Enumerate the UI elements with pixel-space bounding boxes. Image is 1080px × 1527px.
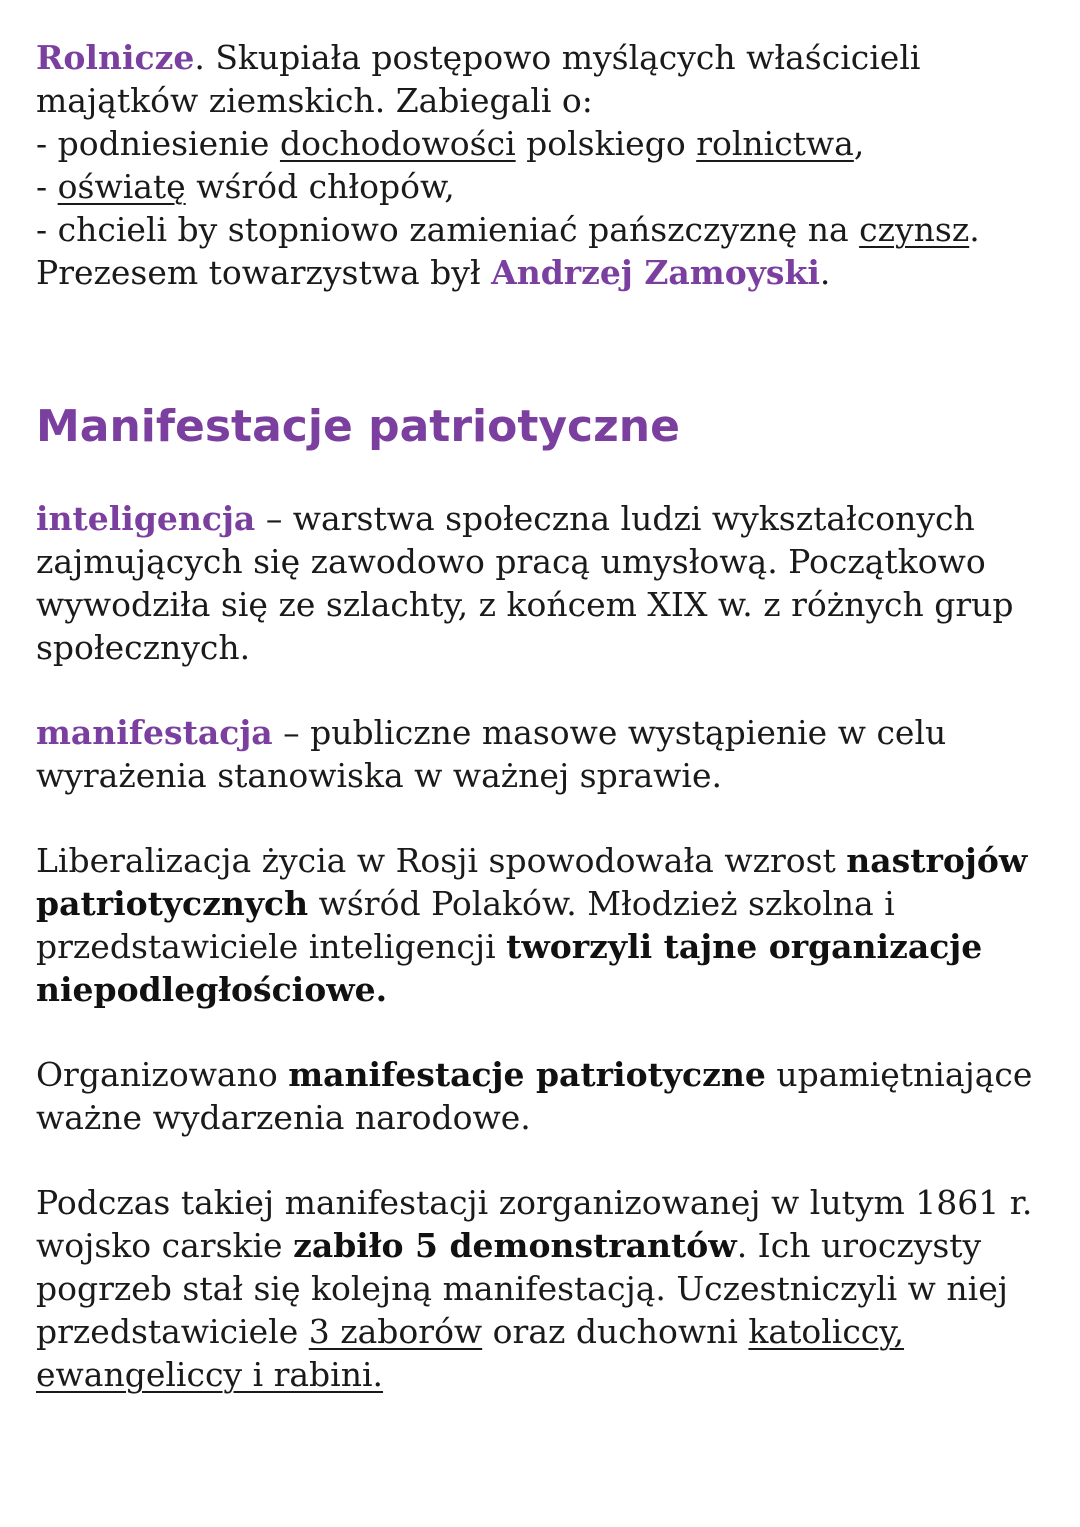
definition-inteligencja: inteligencja – warstwa społeczna ludzi wykształconych zajmujących się zawodowo pracą umysłową. Początkowo wywodziła się ze szlachty, z końcem XIX w. z różnych grup społecznych. (36, 499, 1014, 667)
term-rolnicze: Rolnicze (36, 38, 195, 77)
name-andrzej-zamoyski: Andrzej Zamoyski (491, 253, 820, 292)
term-inteligencja: inteligencja (36, 499, 256, 538)
underlined-rolnictwa: rolnictwa (696, 124, 854, 163)
section-heading: Manifestacje patriotyczne (36, 401, 680, 452)
definition-manifestacja: manifestacja – publiczne masowe wystąpienie w celu wyrażenia stanowiska w ważnej sprawie. (36, 713, 947, 795)
underlined-duchowni: katoliccy, ewangeliccy i rabini. (36, 1312, 905, 1394)
underlined-3-zaborow: 3 zaborów (308, 1312, 483, 1351)
underlined-dochodowosci: dochodowości (279, 124, 516, 163)
paragraph-podczas: Podczas takiej manifestacji zorganizowanej w lutym 1861 r. wojsko carskie zabiło 5 demonstrantów. Ich uroczysty pogrzeb stał się kolejną manifestacją. Uczestniczyli w niej przedstawiciele 3 zaborów oraz duchowni katoliccy, ewangeliccy i rabini. (36, 1183, 1033, 1394)
intro-paragraph: Rolnicze. Skupiała postępowo myślących właścicieli majątków ziemskich. Zabiegali o: - podniesienie dochodowości polskiego rolnictwa, - oświatę wśród chłopów, - chcieli by stopniowo zamieniać pańszczyznę na czynsz. Prezesem towarzystwa był Andrzej Zamoyski. (36, 38, 980, 292)
underlined-czynsz: czynsz (859, 210, 970, 249)
paragraph-liberalizacja: Liberalizacja życia w Rosji spowodowała wzrost nastrojów patriotycznych wśród Polaków. Młodzież szkolna i przedstawiciele inteligencji tworzyli tajne organizacje niepodległościowe. (36, 841, 1028, 1009)
paragraph-organizowano: Organizowano manifestacje patriotyczne upamiętniające ważne wydarzenia narodowe. (36, 1055, 1033, 1137)
term-manifestacja: manifestacja (36, 713, 273, 752)
document-page (36, 36, 1056, 1396)
underlined-oswiate: oświatę (57, 167, 186, 206)
